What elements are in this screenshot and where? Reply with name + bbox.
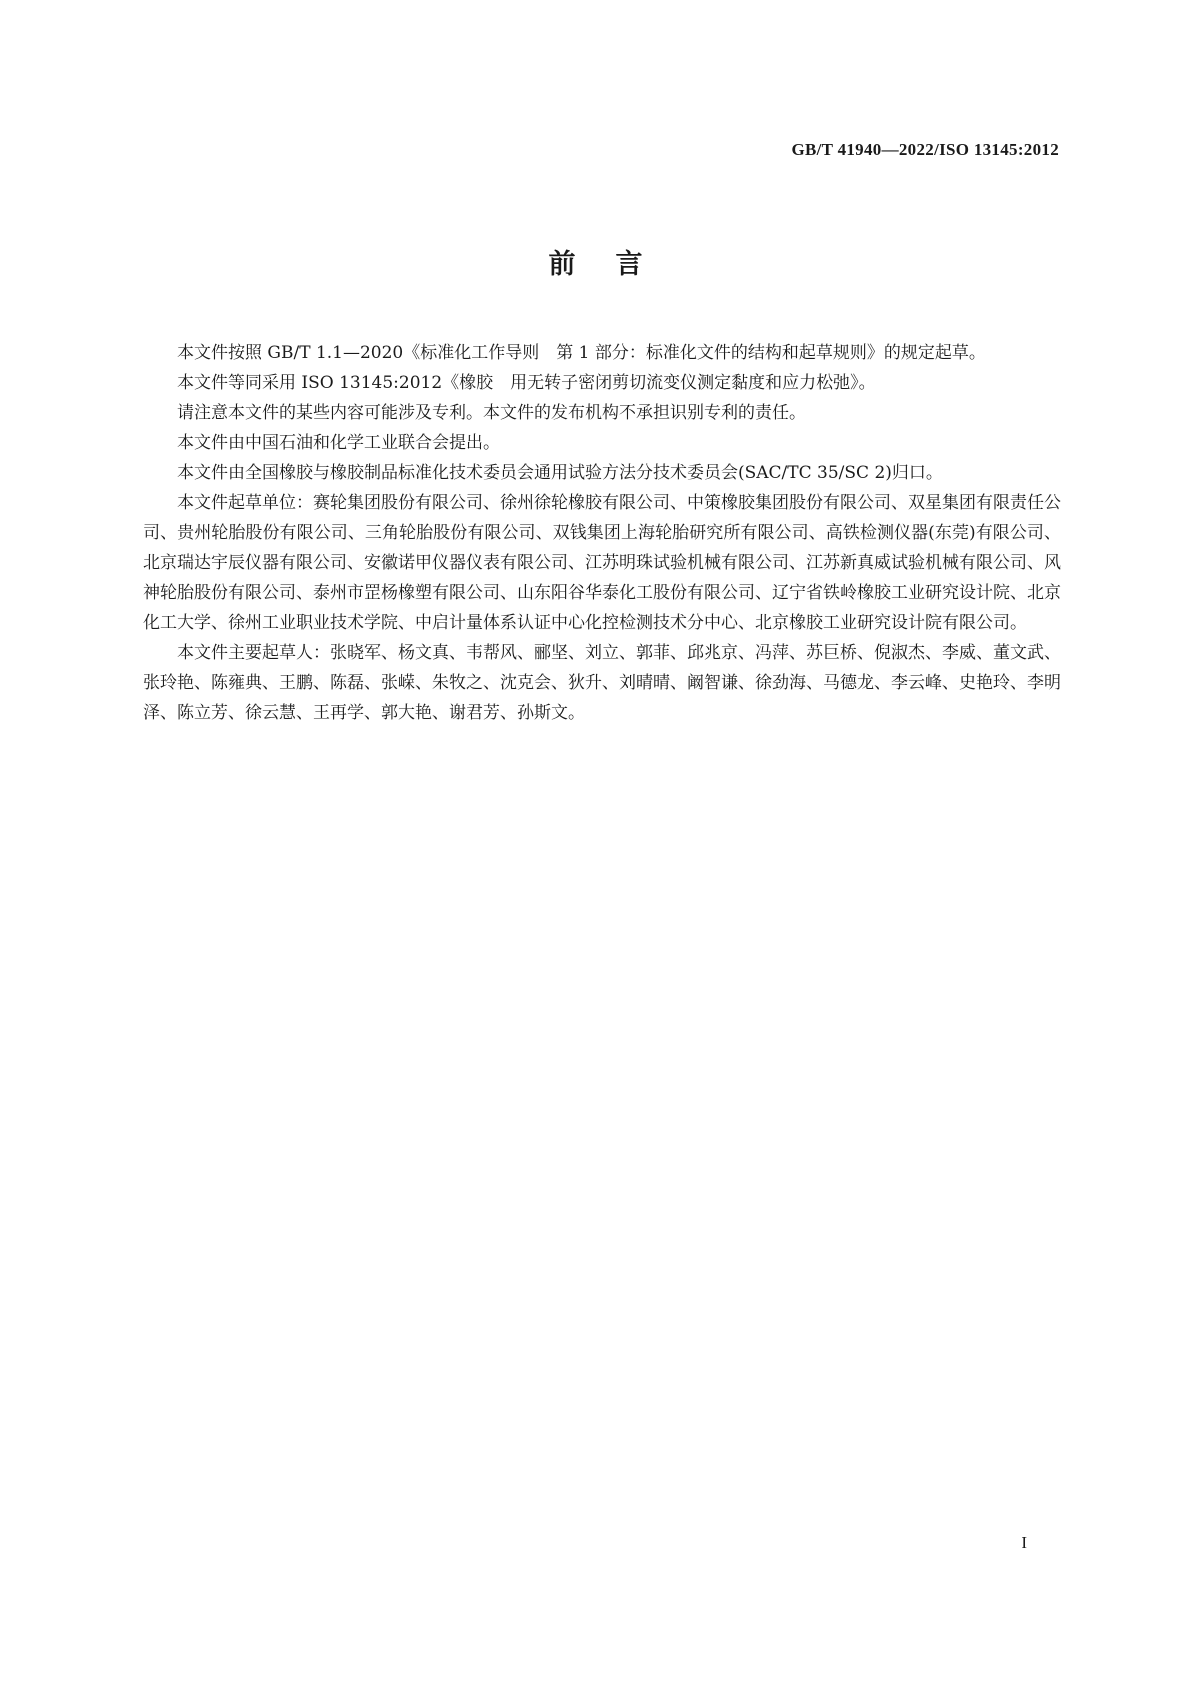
paragraph-iso-adoption: 本文件等同采用 ISO 13145:2012《橡胶 用无转子密闭剪切流变仪测定黏度和应力松弛》。	[177, 373, 876, 393]
paragraph-proposer: 本文件由中国石油和化学工业联合会提出。	[177, 433, 500, 453]
document-body	[143, 338, 1061, 728]
paragraph-patent-notice: 请注意本文件的某些内容可能涉及专利。本文件的发布机构不承担识别专利的责任。	[177, 403, 806, 423]
paragraph-committee: 本文件由全国橡胶与橡胶制品标准化技术委员会通用试验方法分技术委员会(SAC/TC 35/SC 2)归口。	[177, 463, 943, 483]
standard-code: GB/T 41940—2022/ISO 13145:2012	[791, 140, 1059, 159]
paragraph-drafting-rules: 本文件按照 GB/T 1.1—2020《标准化工作导则 第 1 部分：标准化文件的结构和起草规则》的规定起草。	[177, 343, 986, 363]
page-title: 前言	[548, 249, 683, 280]
page-number: I	[1021, 1533, 1027, 1552]
paragraph-drafting-units: 本文件起草单位：赛轮集团股份有限公司、徐州徐轮橡胶有限公司、中策橡胶集团股份有限公司、双星集团有限责任公司、贵州轮胎股份有限公司、三角轮胎股份有限公司、双钱集团上海轮胎研究所有限公司、高铁检测仪器(东莞)有限公司、北京瑞达宇辰仪器有限公司、安徽诺甲仪器仪表有限公司、江苏明珠试验机械有限公司、江苏新真威试验机械有限公司、风神轮胎股份有限公司、泰州市罡杨橡塑有限公司、山东阳谷华泰化工股份有限公司、辽宁省铁岭橡胶工业研究设计院、北京化工大学、徐州工业职业技术学院、中启计量体系认证中心化控检测技术分中心、北京橡胶工业研究设计院有限公司。	[143, 493, 1061, 633]
paragraph-drafters: 本文件主要起草人：张晓军、杨文真、韦帮风、郦坚、刘立、郭菲、邱兆京、冯萍、苏巨桥、倪淑杰、李威、董文武、张玲艳、陈雍典、王鹏、陈磊、张嵘、朱牧之、沈克会、狄升、刘晴晴、阚智谦、徐劲海、马德龙、李云峰、史艳玲、李明泽、陈立芳、徐云慧、王再学、郭大艳、谢君芳、孙斯文。	[143, 643, 1061, 723]
